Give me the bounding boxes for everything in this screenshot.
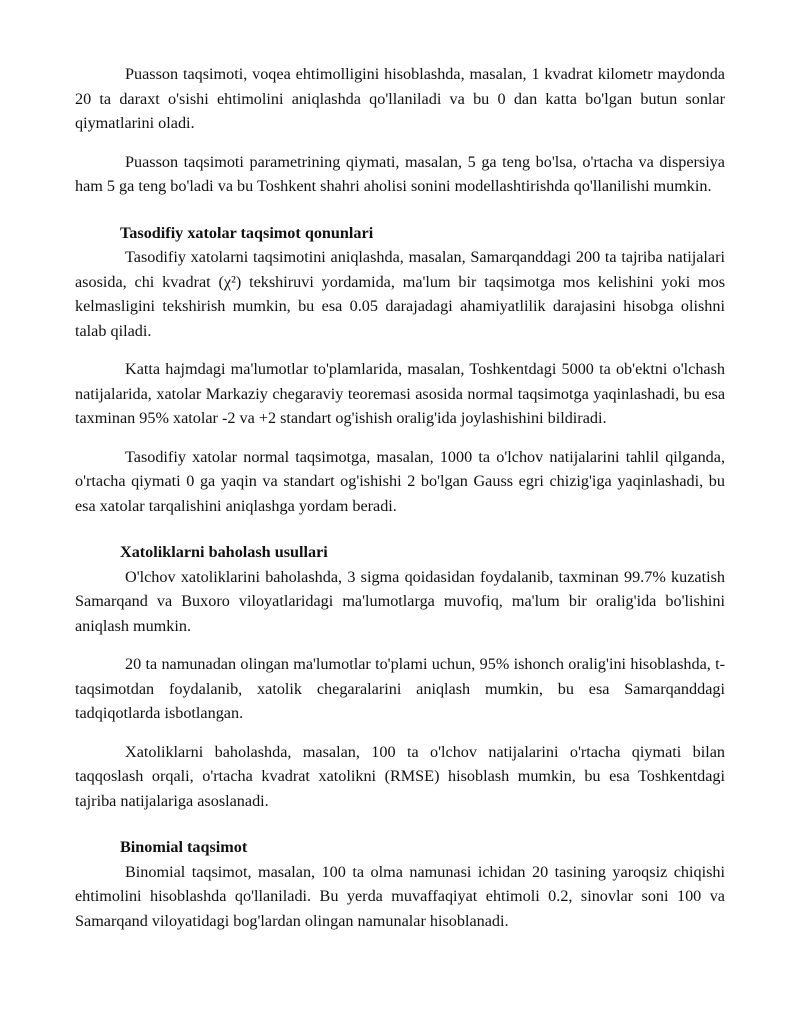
heading-error-estimation: Xatoliklarni baholash usullari [120,543,328,561]
paragraph-poisson-intro: Puasson taqsimoti, voqea ehtimolligini hisoblashda, masalan, 1 kvadrat kilometr maydonda 20 ta daraxt o'sishi ehtimolini aniqlashda qo'llaniladi va bu 0 dan katta bo'lgan butun sonlar qiymatlarini oladi. [75,65,725,132]
paragraph-t-distribution: 20 ta namunadan olingan ma'lumotlar to'plami uchun, 95% ishonch oralig'ini hisoblashda, t-taqsimotdan foydalanib, xatolik chegaralarini aniqlash mumkin, bu esa Samarqanddagi tadqiqotlarda isbotlangan. [75,655,725,722]
heading-binomial: Binomial taqsimot [120,838,248,856]
paragraph-rmse: Xatoliklarni baholashda, masalan, 100 ta o'lchov natijalarini o'rtacha qiymati bilan taqqoslash orqali, o'rtacha kvadrat xatolikni (RMSE) hisoblash mumkin, bu esa Toshkentdagi tajriba natijalariga asoslanadi. [75,742,725,810]
paragraph-three-sigma: O'lchov xatoliklarini baholashda, 3 sigma qoidasidan foydalanib, taxminan 99.7% kuzatish Samarqand va Buxoro viloyatlaridagi ma'lumotlarga muvofiq, ma'lum bir oralig'ida bo'lishini aniqlash mumkin. [75,567,725,635]
paragraph-normal-distribution: Tasodifiy xatolar normal taqsimotga, masalan, 1000 ta o'lchov natijalarini tahlil qilganda, o'rtacha qiymati 0 ga yaqin va standart og'ishishi 2 bo'lgan Gauss egri chizig'iga yaqinlashadi, bu esa xatolar tarqalishini aniqlashga yordam beradi. [75,447,725,515]
paragraph-central-limit: Katta hajmdagi ma'lumotlar to'plamlarida, masalan, Toshkentdagi 5000 ta ob'ektni o'lchash natijalarida, xatolar Markaziy chegaraviy teoremasi asosida normal taqsimotga yaqinlashadi, bu esa taxminan 95% xatolar -2 va +2 standart og'ishish oralig'ida joylashishini bildiradi. [75,360,725,427]
paragraph-binomial: Binomial taqsimot, masalan, 100 ta olma namunasi ichidan 20 tasining yaroqsiz chiqishi ehtimolini hisoblashda qo'llaniladi. Bu yerda muvaffaqiyat ehtimoli 0.2, sinovlar soni 100 va Samarqand viloyatidagi bog'lardan olingan namunalar hisoblanadi. [75,862,725,930]
paragraph-chi-square: Tasodifiy xatolarni taqsimotini aniqlashda, masalan, Samarqanddagi 200 ta tajriba natijalari asosida, chi kvadrat (χ²) tekshiruvi yordamida, ma'lum bir taqsimotga mos kelishini yoki mos kelmasligini tekshirish mumkin, bu esa 0.05 darajadagi ahamiyatlilik darajasini hisobga olishni talab qiladi. [75,248,725,340]
heading-random-error-laws: Tasodifiy xatolar taqsimot qonunlari [120,223,374,242]
paragraph-poisson-parameter: Puasson taqsimoti parametrining qiymati, masalan, 5 ga teng bo'lsa, o'rtacha va dispersiya ham 5 ga teng bo'ladi va bu Toshkent shahri aholisi sonini modellashtirishda qo'llanilishi mumkin. [75,152,725,195]
